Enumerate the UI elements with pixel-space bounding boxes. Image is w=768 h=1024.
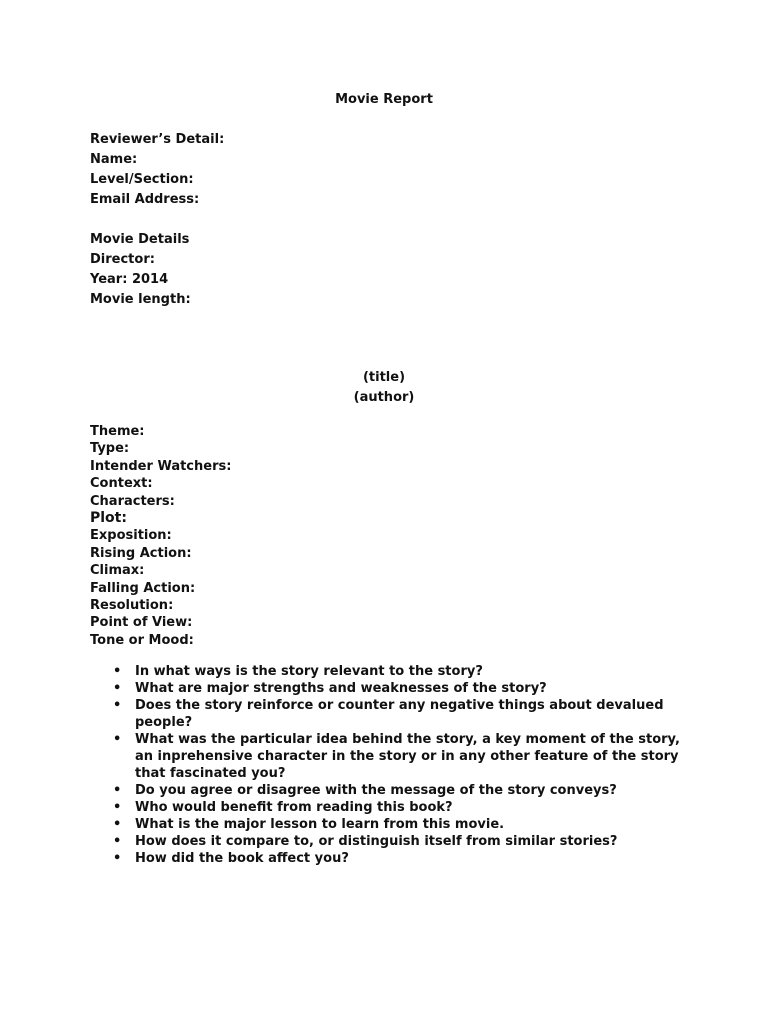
question-item: [110, 782, 690, 799]
level-section-label: Level/Section:: [90, 172, 194, 187]
question-text: How did the book affect you?: [135, 851, 349, 866]
bullet-icon: •: [113, 834, 122, 849]
climax-label: Climax:: [90, 563, 145, 579]
characters-label: Characters:: [90, 493, 175, 509]
bullet-icon: •: [113, 783, 122, 798]
question-text: Do you agree or disagree with the message of the story conveys?: [135, 783, 617, 798]
bullet-icon: •: [113, 664, 122, 679]
tone-or-mood-label: Tone or Mood:: [90, 632, 194, 648]
year-label: Year: 2014: [90, 272, 169, 287]
question-item: [110, 833, 690, 850]
bullet-icon: •: [113, 681, 122, 696]
question-item: [110, 816, 690, 833]
bullet-icon: •: [113, 800, 122, 815]
question-item: [110, 697, 690, 731]
email-address-label: Email Address:: [90, 192, 200, 207]
questions-list: [110, 663, 690, 867]
movie-length-label: Movie length:: [90, 292, 191, 307]
exposition-label: Exposition:: [90, 528, 172, 544]
question-item: [110, 731, 690, 782]
question-text: What is the major lesson to learn from this movie.: [135, 817, 505, 832]
theme-label: Theme:: [90, 424, 145, 439]
reviewer-heading: Reviewer’s Detail:: [90, 132, 225, 147]
type-label: Type:: [90, 441, 130, 457]
intended-watchers-label: Intender Watchers:: [90, 458, 232, 474]
bullet-icon: •: [113, 851, 122, 866]
question-text: What are major strengths and weaknesses of the story?: [135, 681, 547, 696]
work-title-placeholder: (title): [362, 370, 406, 385]
question-item: [110, 680, 690, 697]
work-author-placeholder: (author): [353, 390, 415, 405]
movie-details-heading: Movie Details: [90, 232, 190, 247]
question-text: Who would benefit from reading this book?: [135, 800, 453, 815]
plot-heading: Plot:: [90, 509, 127, 526]
analysis-section: [90, 423, 231, 649]
question-item: [110, 850, 690, 867]
point-of-view-label: Point of View:: [90, 615, 193, 631]
question-item: [110, 799, 690, 816]
name-label: Name:: [90, 152, 138, 167]
falling-action-label: Falling Action:: [90, 580, 196, 596]
question-text: In what ways is the story relevant to the story?: [135, 664, 483, 679]
document-title: Movie Report: [335, 92, 433, 107]
movie-details-section: [90, 230, 191, 310]
question-text: How does it compare to, or distinguish itself from similar stories?: [135, 834, 618, 849]
question-item: [110, 663, 690, 680]
bullet-icon: •: [113, 732, 122, 747]
director-label: Director:: [90, 252, 155, 267]
bullet-icon: •: [113, 817, 122, 832]
rising-action-label: Rising Action:: [90, 545, 192, 561]
question-text: What was the particular idea behind the story, a key moment of the story, an inprehensive character in the story or in any other feature of the story that fascinated you?: [135, 732, 680, 781]
bullet-icon: •: [113, 698, 122, 713]
reviewer-details-section: [90, 130, 224, 210]
question-text: Does the story reinforce or counter any negative things about devalued people?: [135, 698, 664, 730]
resolution-label: Resolution:: [90, 597, 174, 613]
context-label: Context:: [90, 476, 153, 492]
